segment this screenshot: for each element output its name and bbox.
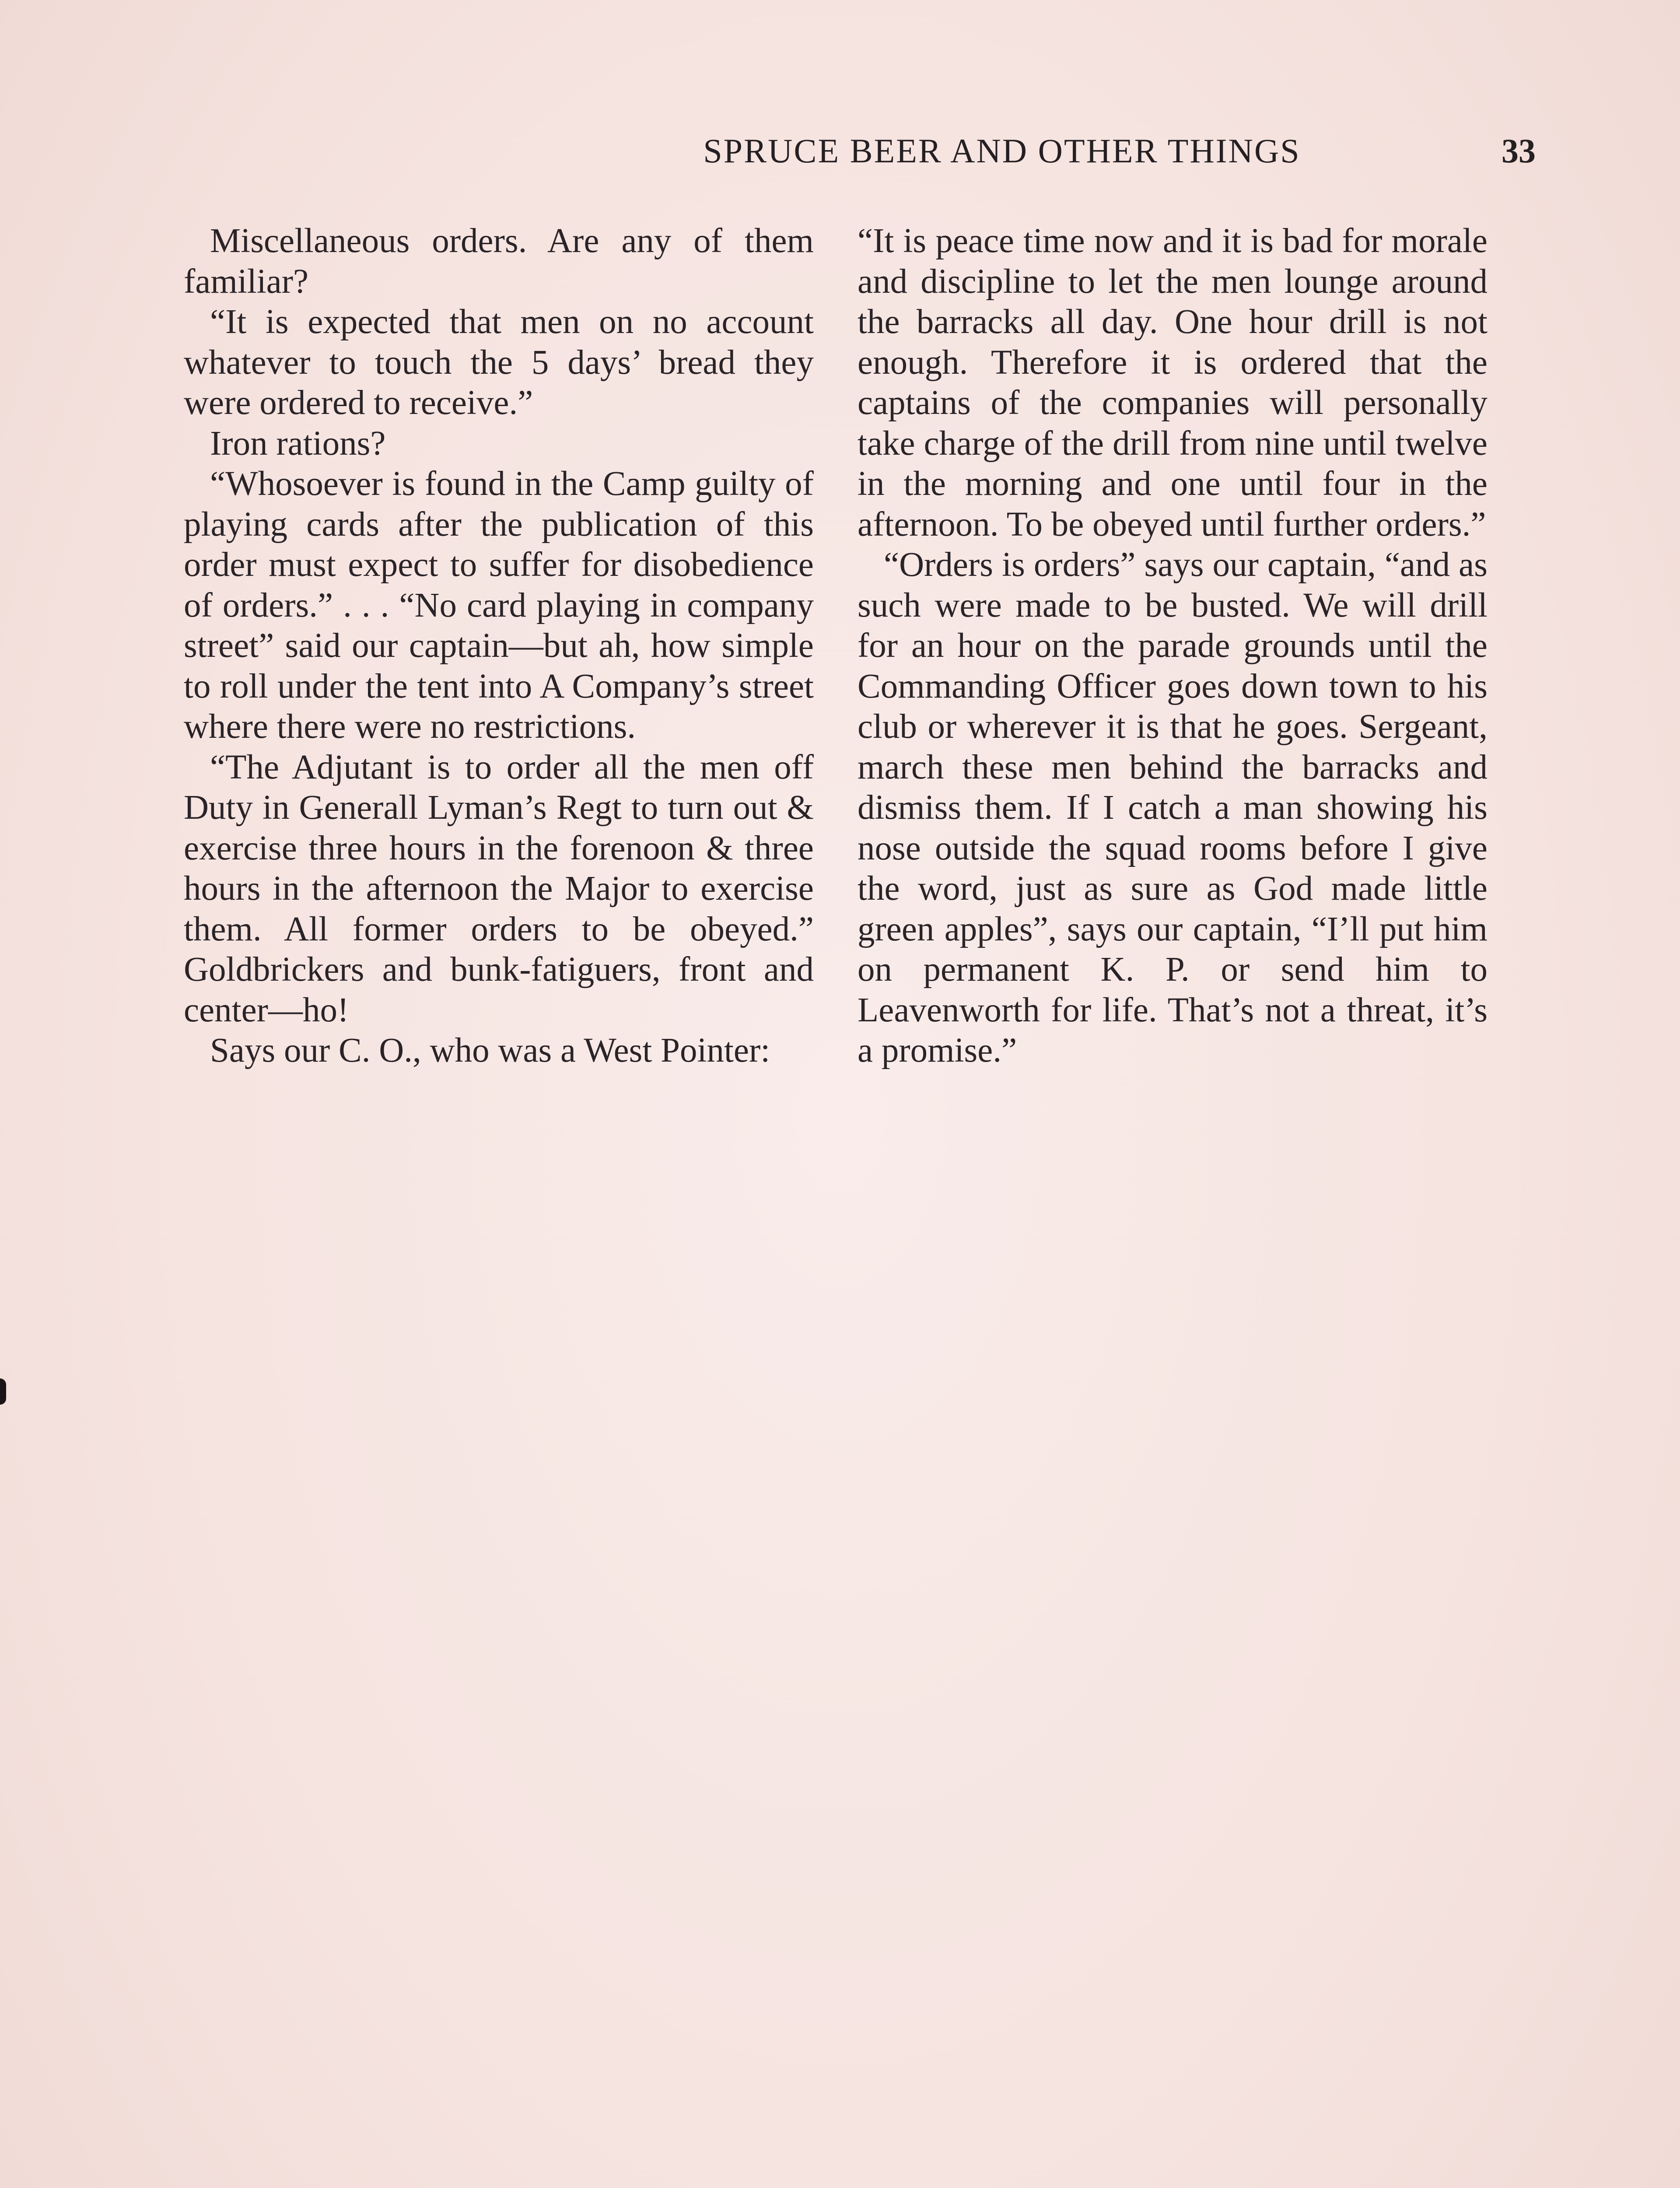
- paragraph: “It is expected that men on no account whatever to touch the 5 days’ bread they were ordered to receive.”: [184, 303, 814, 422]
- paragraph: Says our C. O., who was a West Pointer:: [210, 1031, 770, 1069]
- paragraph: “The Adjutant is to order all the men off Duty in Generall Lyman’s Regt to turn out & exercise three hours in the forenoon & three hours in the afternoon the Major to exercise them. All former orders to be obeyed.” Goldbrickers and bunk-fatiguers, front and center—ho!: [184, 748, 814, 1029]
- right-column: [858, 221, 1488, 1071]
- paragraph: “Orders is orders” says our captain, “and as such were made to be busted. We will drill for an hour on the parade grounds until the Commanding Officer goes down town to his club or wherever it is that he goes. Sergeant, march these men behind the barracks and dismiss them. If I catch a man showing his nose outside the squad rooms before I give the word, just as sure as God made little green apples”, says our captain, “I’ll put him on permanent K. P. or send him to Leavenworth for life. That’s not a threat, it’s a promise.”: [858, 546, 1488, 1069]
- page-edge-mark: [0, 1378, 6, 1405]
- paragraph: “It is peace time now and it is bad for morale and discipline to let the men lounge around the barracks all day. One hour drill is not enough. Therefore it is ordered that the captains of the companies will personally take charge of the drill from nine until twelve in the morning and one until four in the afternoon. To be obeyed until further orders.”: [858, 222, 1488, 543]
- paragraph: “Whosoever is found in the Camp guilty of playing cards after the publication of this order must expect to suffer for disobedience of orders.” . . . “No card playing in company street” said our captain—but ah, how simple to roll under the tent into A Company’s street where there were no restrictions.: [184, 465, 814, 746]
- paragraph: Miscellaneous orders. Are any of them familiar?: [184, 222, 814, 301]
- running-title: SPRUCE BEER AND OTHER THINGS: [703, 132, 1301, 170]
- left-column: [184, 221, 814, 1071]
- paragraph: Iron rations?: [210, 424, 386, 463]
- page-number: 33: [1502, 132, 1536, 170]
